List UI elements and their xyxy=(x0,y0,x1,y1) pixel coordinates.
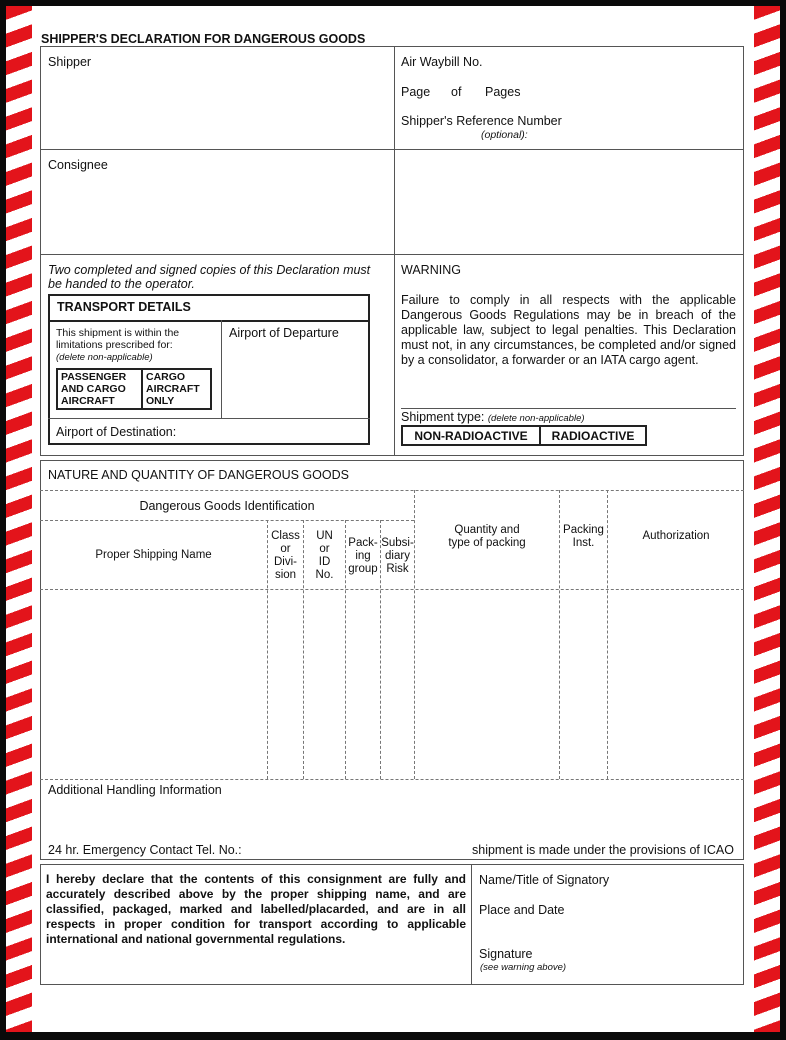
col-authorization: Authorization xyxy=(642,530,710,542)
declaration-text: I hereby declare that the contents of this consignment are fully and accurately described above by the proper shipping name, and are classified, packaged, marked and labelled/placarded, and are in all respects in proper condition for transport according to applicable international and national governmental regulations. xyxy=(46,872,466,946)
airport-departure-label: Airport of Departure xyxy=(229,326,339,340)
col-packing-group: Pack- ing group xyxy=(348,537,378,575)
reference-label: Shipper's Reference Number xyxy=(401,114,562,128)
col-quantity-packing: Quantity and type of packing xyxy=(448,524,526,549)
shipment-type-label: Shipment type: (delete non-applicable) xyxy=(401,410,585,424)
air-waybill-label: Air Waybill No. xyxy=(401,55,483,69)
col-packing-instruction: Packing Inst. xyxy=(563,524,604,549)
cargo-aircraft-only-option[interactable]: CARGO AIRCRAFT ONLY xyxy=(146,371,200,407)
radioactive-option[interactable]: RADIOACTIVE xyxy=(551,429,635,443)
non-radioactive-option[interactable]: NON-RADIOACTIVE xyxy=(414,429,528,443)
airport-destination-label: Airport of Destination: xyxy=(56,425,177,439)
shipment-type-note: (delete non-applicable) xyxy=(487,413,585,424)
limitations-text: This shipment is within the limitations prescribed for: xyxy=(56,327,180,351)
dg-identification-header: Dangerous Goods Identification xyxy=(139,499,315,513)
icao-provisions-text: shipment is made under the provisions of ICAO xyxy=(472,843,734,857)
of-label: of xyxy=(451,85,462,99)
signature-label: Signature xyxy=(479,947,533,961)
form-title: SHIPPER'S DECLARATION FOR DANGEROUS GOODS xyxy=(41,32,366,46)
shipper-label: Shipper xyxy=(48,55,92,69)
passenger-cargo-aircraft-option[interactable]: PASSENGER AND CARGO AIRCRAFT xyxy=(61,371,127,407)
page-label: Page xyxy=(401,85,431,99)
place-date-label: Place and Date xyxy=(479,903,565,917)
left-hazard-stripe xyxy=(6,6,32,1032)
nature-quantity-title: NATURE AND QUANTITY OF DANGEROUS GOODS xyxy=(48,468,349,482)
pages-label: Pages xyxy=(485,85,521,99)
consignee-label: Consignee xyxy=(48,158,108,172)
col-subsidiary-risk: Subsi- diary Risk xyxy=(381,537,414,575)
declaration-form-page xyxy=(6,6,780,1032)
right-hazard-stripe xyxy=(754,6,780,1032)
warning-text: Failure to comply in all respects with the applicable Dangerous Goods Regulations may be in breach of the applicable law, subject to legal penalties. This Declaration must not, in any circumstances, be completed and/or signed by a consolidator, a forwarder or an IATA cargo agent. xyxy=(401,293,736,367)
col-class-division: Class or Divi- sion xyxy=(271,530,300,581)
warning-label: WARNING xyxy=(401,263,461,277)
limitations-delete-note: (delete non-applicable) xyxy=(56,352,153,363)
col-proper-shipping-name: Proper Shipping Name xyxy=(95,549,212,561)
signature-note: (see warning above) xyxy=(480,962,567,973)
signatory-label: Name/Title of Signatory xyxy=(479,873,610,887)
additional-handling-label: Additional Handling Information xyxy=(48,783,222,797)
emergency-contact-label: 24 hr. Emergency Contact Tel. No.: xyxy=(48,843,242,857)
col-un-id-number: UN or ID No. xyxy=(315,530,334,581)
copies-note: Two completed and signed copies of this Declaration must be handed to the operator. xyxy=(48,263,371,291)
reference-optional-note: (optional): xyxy=(481,129,528,141)
transport-details-title: TRANSPORT DETAILS xyxy=(57,300,191,314)
